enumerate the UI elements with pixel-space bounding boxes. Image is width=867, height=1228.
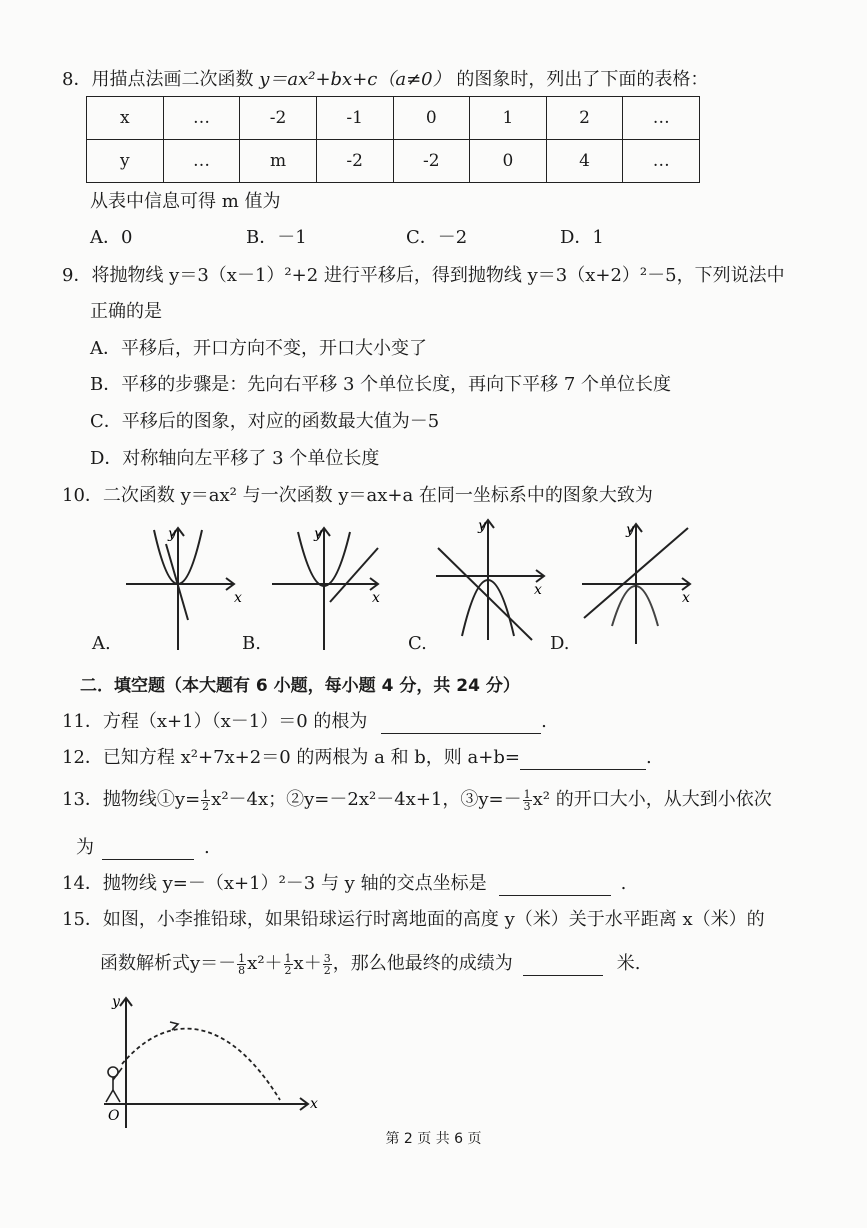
q9-option-a: A．平移后，开口方向不变，开口大小变了 [90,338,427,359]
x-axis-label: x [234,590,242,606]
q15-line2: 函数解析式y＝－ $\frac{1}{8}$ x²＋ $\frac{1}{2}$ x＋ $\frac{3}{2}$ ，那么他最终的成绩为 米. [100,951,641,977]
y-axis-label: y [478,518,486,534]
section-title: 二．填空题（本大题有 6 小题，每小题 4 分，共 24 分） [80,676,520,696]
table-cell: 0 [393,97,470,140]
q8-option-d: D．1 [560,227,604,248]
line-graph [330,548,378,602]
table-cell: 1 [470,97,547,140]
table-cell: … [623,97,700,140]
q8-option-a: A．0 [90,227,133,248]
q9-stem: 9．将抛物线 y＝3（x－1）²+2 进行平移后，得到抛物线 y＝3（x+2）²－5，下列说法中 [62,265,785,286]
x-axis-label: x [372,590,380,606]
q8-question: 从表中信息可得 m 值为 [90,191,281,212]
q13-number: 13． [62,789,103,810]
x-axis-label: x [682,590,690,606]
table-cell: 2 [546,97,623,140]
q11-answer-blank[interactable] [381,713,541,734]
q10-label-b: B. [242,633,261,654]
q15-line1: 15．如图，小李推铅球，如果铅球运行时离地面的高度 y（米）关于水平距离 x（米）的 [62,909,765,930]
table-cell: m [240,140,317,183]
q10-graph-a [122,522,244,652]
q9-number: 9． [62,265,92,286]
q10-graph-d [578,518,700,648]
q10-graph-c [432,514,554,644]
table-cell: y [87,140,164,183]
q8-value-table [86,96,700,183]
q10-label-d: D. [550,633,570,654]
table-cell: -2 [393,140,470,183]
q10-number: 10． [62,485,103,506]
table-cell: … [163,97,240,140]
table-row [87,140,700,183]
q10-stem: 10．二次函数 y＝ax² 与一次函数 y＝ax+a 在同一坐标系中的图象大致为 [62,485,653,506]
fraction: $\frac{1}{2}$ [202,787,210,813]
table-cell: 0 [470,140,547,183]
origin-label: O [108,1108,120,1124]
q8-option-c: C．－2 [406,227,468,248]
table-cell: … [163,140,240,183]
trajectory-curve [122,1029,280,1100]
table-cell: 4 [546,140,623,183]
fraction: $\frac{1}{3}$ [523,787,531,813]
table-cell: -1 [316,97,393,140]
q15-answer-blank[interactable] [523,955,603,976]
y-axis-label: y [314,526,322,542]
table-cell: … [623,140,700,183]
q13: 13．抛物线①y= $\frac{1}{2}$ x²－4x；②y=－2x²－4x+1，③y=－ $\frac{1}{3}$ x² 的开口大小，从大到小依次 [62,787,772,813]
q8-stem: 8．用描点法画二次函数 y＝ax²+bx+c（a≠0） 的图象时，列出了下面的表格： [62,69,709,90]
q9-option-c: C．平移后的图象，对应的函数最大值为－5 [90,411,440,432]
table-cell: -2 [316,140,393,183]
y-axis-label: y [626,522,634,538]
x-axis-label: x [534,582,542,598]
fraction: $\frac{1}{2}$ [284,951,292,977]
q8-number: 8． [62,69,92,90]
q13-answer-blank[interactable] [102,839,194,860]
table-row [87,97,700,140]
q9-option-d: D．对称轴向左平移了 3 个单位长度 [90,448,380,469]
q14-number: 14． [62,873,103,894]
q11: 11．方程（x+1）（x－1）＝0 的根为 . [62,711,547,732]
q12: 12．已知方程 x²+7x+2＝0 的两根为 a 和 b，则 a+b= . [62,747,652,768]
q15-number: 15． [62,909,103,930]
q11-number: 11． [62,711,103,732]
q10-graph-b [268,522,388,652]
page-footer: 第 2 页 共 6 页 [385,1131,482,1147]
line-graph [438,548,532,640]
q10-label-a: A. [92,633,111,654]
fraction: $\frac{1}{8}$ [238,951,246,977]
q13-line2: 为 . [76,837,210,858]
q14: 14．抛物线 y=－（x+1）²－3 与 y 轴的交点坐标是 . [62,873,627,894]
x-axis-label: x [310,1096,318,1112]
q14-answer-blank[interactable] [499,875,611,896]
table-cell: -2 [240,97,317,140]
table-cell: x [87,97,164,140]
q12-number: 12． [62,747,103,768]
y-axis-label: y [112,994,120,1010]
person-icon [106,1067,122,1102]
q9-option-b: B．平移的步骤是：先向右平移 3 个单位长度，再向下平移 7 个单位长度 [90,374,672,395]
q8-formula: y＝ax²+bx+c（a≠0） [259,69,451,90]
y-axis-label: y [168,526,176,542]
q12-answer-blank[interactable] [520,749,646,770]
q8-option-b: B．－1 [246,227,307,248]
fraction: $\frac{3}{2}$ [323,951,331,977]
q15-shotput-figure [96,992,326,1132]
q10-label-c: C. [408,633,427,654]
q9-stem-line2: 正确的是 [90,301,162,322]
